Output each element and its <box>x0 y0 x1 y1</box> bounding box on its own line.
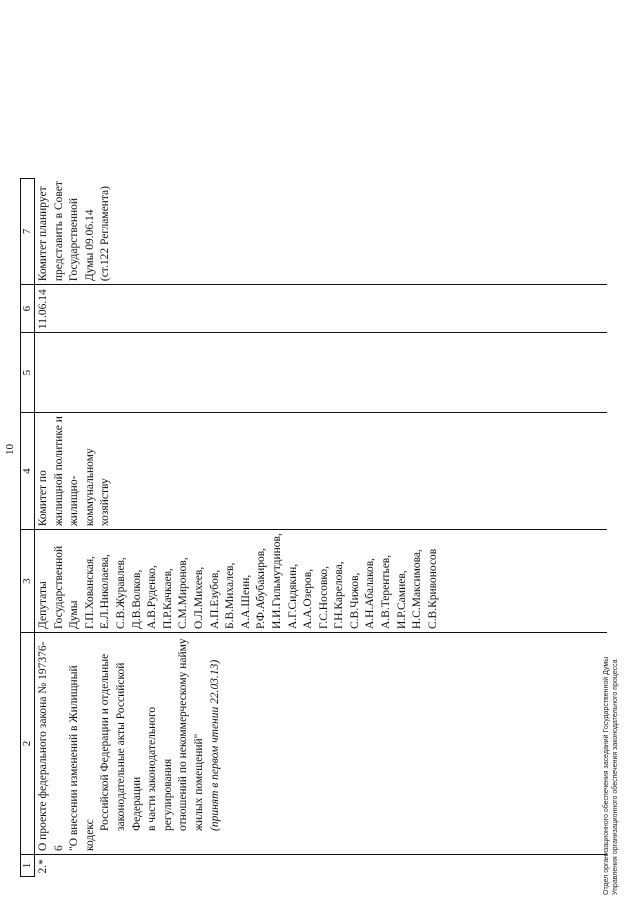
bill-title-line: законодательные акты Российской Федерации <box>114 662 143 831</box>
column-header: 3 <box>21 530 35 633</box>
bill-title-line: в части законодательного регулирования <box>146 706 174 831</box>
author-line: Г.Н.Карелова, <box>333 561 346 629</box>
author-line: Г.С.Носовко, <box>317 565 330 629</box>
table-header-row <box>21 178 35 876</box>
committee-line: жилищно- <box>68 475 81 527</box>
committee-line: Комитет по <box>37 470 49 527</box>
committee-line: хозяйству <box>99 478 112 527</box>
column-header: 5 <box>21 333 35 413</box>
note-cell <box>35 178 607 285</box>
bill-status: (принят в первом чтении 22.03.13) <box>208 659 221 831</box>
author-line: Е.Л.Николаева, <box>99 554 112 629</box>
bills-table <box>20 178 607 877</box>
note-line: Комитет планирует <box>37 186 49 282</box>
column-header: 1 <box>21 855 35 877</box>
author-line: Р.Ф.Абубакиров, <box>255 547 268 629</box>
page-number: 10 <box>4 444 16 455</box>
column-header: 4 <box>21 413 35 530</box>
author-line: Г.П.Хованская, <box>83 555 96 629</box>
bill-title-line: "О внесении изменений в Жилищный кодекс <box>68 665 96 851</box>
column-header: 6 <box>21 285 35 333</box>
author-line: С.В.Чижов, <box>348 572 361 629</box>
committee-line: коммунальному <box>83 448 96 527</box>
column-header: 7 <box>21 178 35 285</box>
bill-intro: О проекте федерального закона № 197376-6 <box>37 641 65 851</box>
table-row <box>35 178 607 876</box>
author-line: А.Г.Сидякин, <box>286 563 299 629</box>
author-line: П.Р.Качкаев, <box>161 568 174 629</box>
author-line: С.М.Миронов, <box>177 557 190 629</box>
footer-line: Управления организационного обеспечения законодательного процесса <box>612 659 619 895</box>
author-line: О.Л.Михеев, <box>192 566 205 629</box>
author-line: А.Н.Абалаков, <box>364 557 377 629</box>
bill-title-line: Российской Федерации и отдельные <box>99 653 112 831</box>
author-line: А.П.Езубов, <box>208 569 221 629</box>
footer <box>602 657 620 895</box>
author-line: А.В.Терентьев, <box>380 554 393 629</box>
date-cell: 11.06.14 <box>35 285 607 333</box>
author-line: А.В.Руденко, <box>146 565 159 629</box>
author-line: Б.В.Михалев, <box>224 562 237 629</box>
author-line: Депутаты <box>37 581 49 629</box>
committee-cell <box>35 413 607 530</box>
authors-cell <box>35 530 607 633</box>
footer-line: Отдел организационного обеспечения заседаний Государственной Думы <box>603 656 610 895</box>
author-line: И.Р.Самиев, <box>395 570 408 629</box>
note-line: (ст.122 Регламента) <box>99 186 112 282</box>
author-line: С.В.Журавлев, <box>114 557 127 629</box>
author-line: А.А.Озеров, <box>302 568 315 629</box>
author-line: Государственной <box>52 545 65 629</box>
author-line: Думы <box>68 600 81 629</box>
bill-title-cell <box>35 633 607 855</box>
author-line: С.В.Кривоносов <box>426 548 439 629</box>
bill-title-line: жилых помещений" <box>192 733 205 831</box>
column-5-cell <box>35 333 607 413</box>
author-line: И.И.Гильмутдинов, <box>270 533 283 629</box>
bill-title-line: отношений по некоммерческому найму <box>177 638 190 831</box>
committee-line: жилищной политике и <box>52 416 65 527</box>
note-line: представить в Совет <box>52 181 65 282</box>
author-line: А.А.Шеин, <box>239 574 252 629</box>
author-line: Д.В.Волков, <box>130 569 143 629</box>
note-line: Государственной <box>68 197 81 282</box>
note-line: Думы 09.06.14 <box>83 209 96 282</box>
author-line: Н.С.Максимова, <box>411 549 424 629</box>
column-header: 2 <box>21 633 35 855</box>
row-number: 2.* <box>35 855 607 877</box>
